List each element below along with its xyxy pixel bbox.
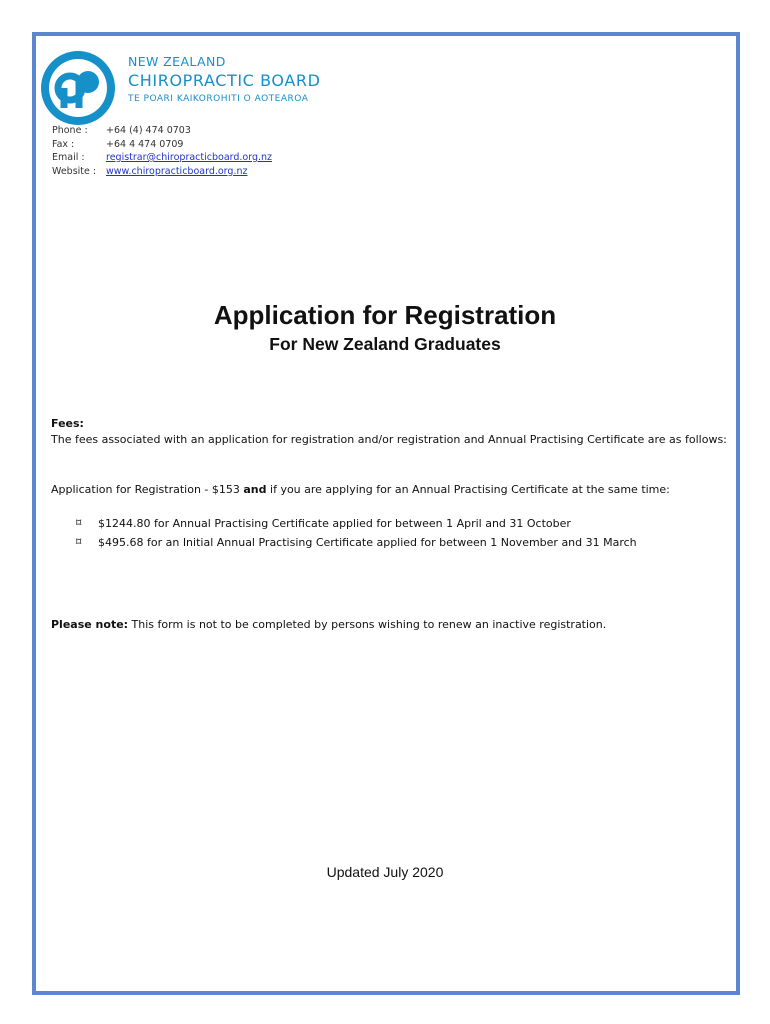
application-fee-prefix: Application for Registration - $153 [51, 483, 244, 496]
website-label: Website : [52, 165, 97, 177]
chiropractic-board-logo [38, 48, 118, 128]
application-fee-suffix: if you are applying for an Annual Practising Certificate at the same time: [266, 483, 670, 496]
fees-description: The fees associated with an application for registration and/or registration and Annual Practising Certificate are as follows: [51, 433, 727, 446]
list-item [76, 514, 637, 533]
updated-date: Updated July 2020 [326, 864, 444, 880]
email-label: Email : [52, 152, 85, 163]
fee-list [76, 514, 637, 552]
fee-item-text: $495.68 for an Initial Annual Practising Certificate applied for between 1 November and 31 March [98, 536, 637, 549]
organization-name [128, 56, 321, 104]
list-item [76, 533, 637, 552]
fee-item-text: $1244.80 for Annual Practising Certificate applied for between 1 April and 31 October [98, 517, 571, 530]
bullet-icon: ⌑ [76, 518, 82, 529]
please-note-text: This form is not to be completed by persons wishing to renew an inactive registration. [128, 618, 607, 631]
org-name-line2: CHIROPRACTIC BOARD [128, 70, 321, 90]
document-subtitle: For New Zealand Graduates [269, 334, 501, 354]
document-title: Application for Registration [213, 300, 557, 330]
fax-label: Fax : [52, 138, 75, 150]
phone-value: +64 (4) 474 0703 [106, 125, 191, 136]
contact-fax-row [52, 138, 272, 152]
contact-block [52, 124, 272, 178]
contact-phone-row [52, 124, 272, 138]
application-fee-and: and [243, 483, 267, 496]
fees-heading: Fees: [51, 417, 84, 430]
fax-value: +64 4 474 0709 [106, 138, 184, 150]
phone-label: Phone : [52, 125, 88, 136]
website-link[interactable]: www.chiropracticboard.org.nz [106, 165, 248, 177]
contact-email-row [52, 151, 272, 165]
email-link[interactable]: registrar@chiropracticboard.org.nz [106, 152, 273, 163]
contact-website-row [52, 165, 272, 179]
bullet-icon: ⌑ [76, 537, 82, 548]
application-fee-line [51, 482, 731, 498]
please-note-label: Please note: [51, 618, 129, 631]
please-note [51, 617, 731, 633]
org-name-line1: NEW ZEALAND [128, 54, 226, 69]
org-name-line3: TE POARI KAIKOROHITI O AOTEAROA [128, 93, 309, 104]
